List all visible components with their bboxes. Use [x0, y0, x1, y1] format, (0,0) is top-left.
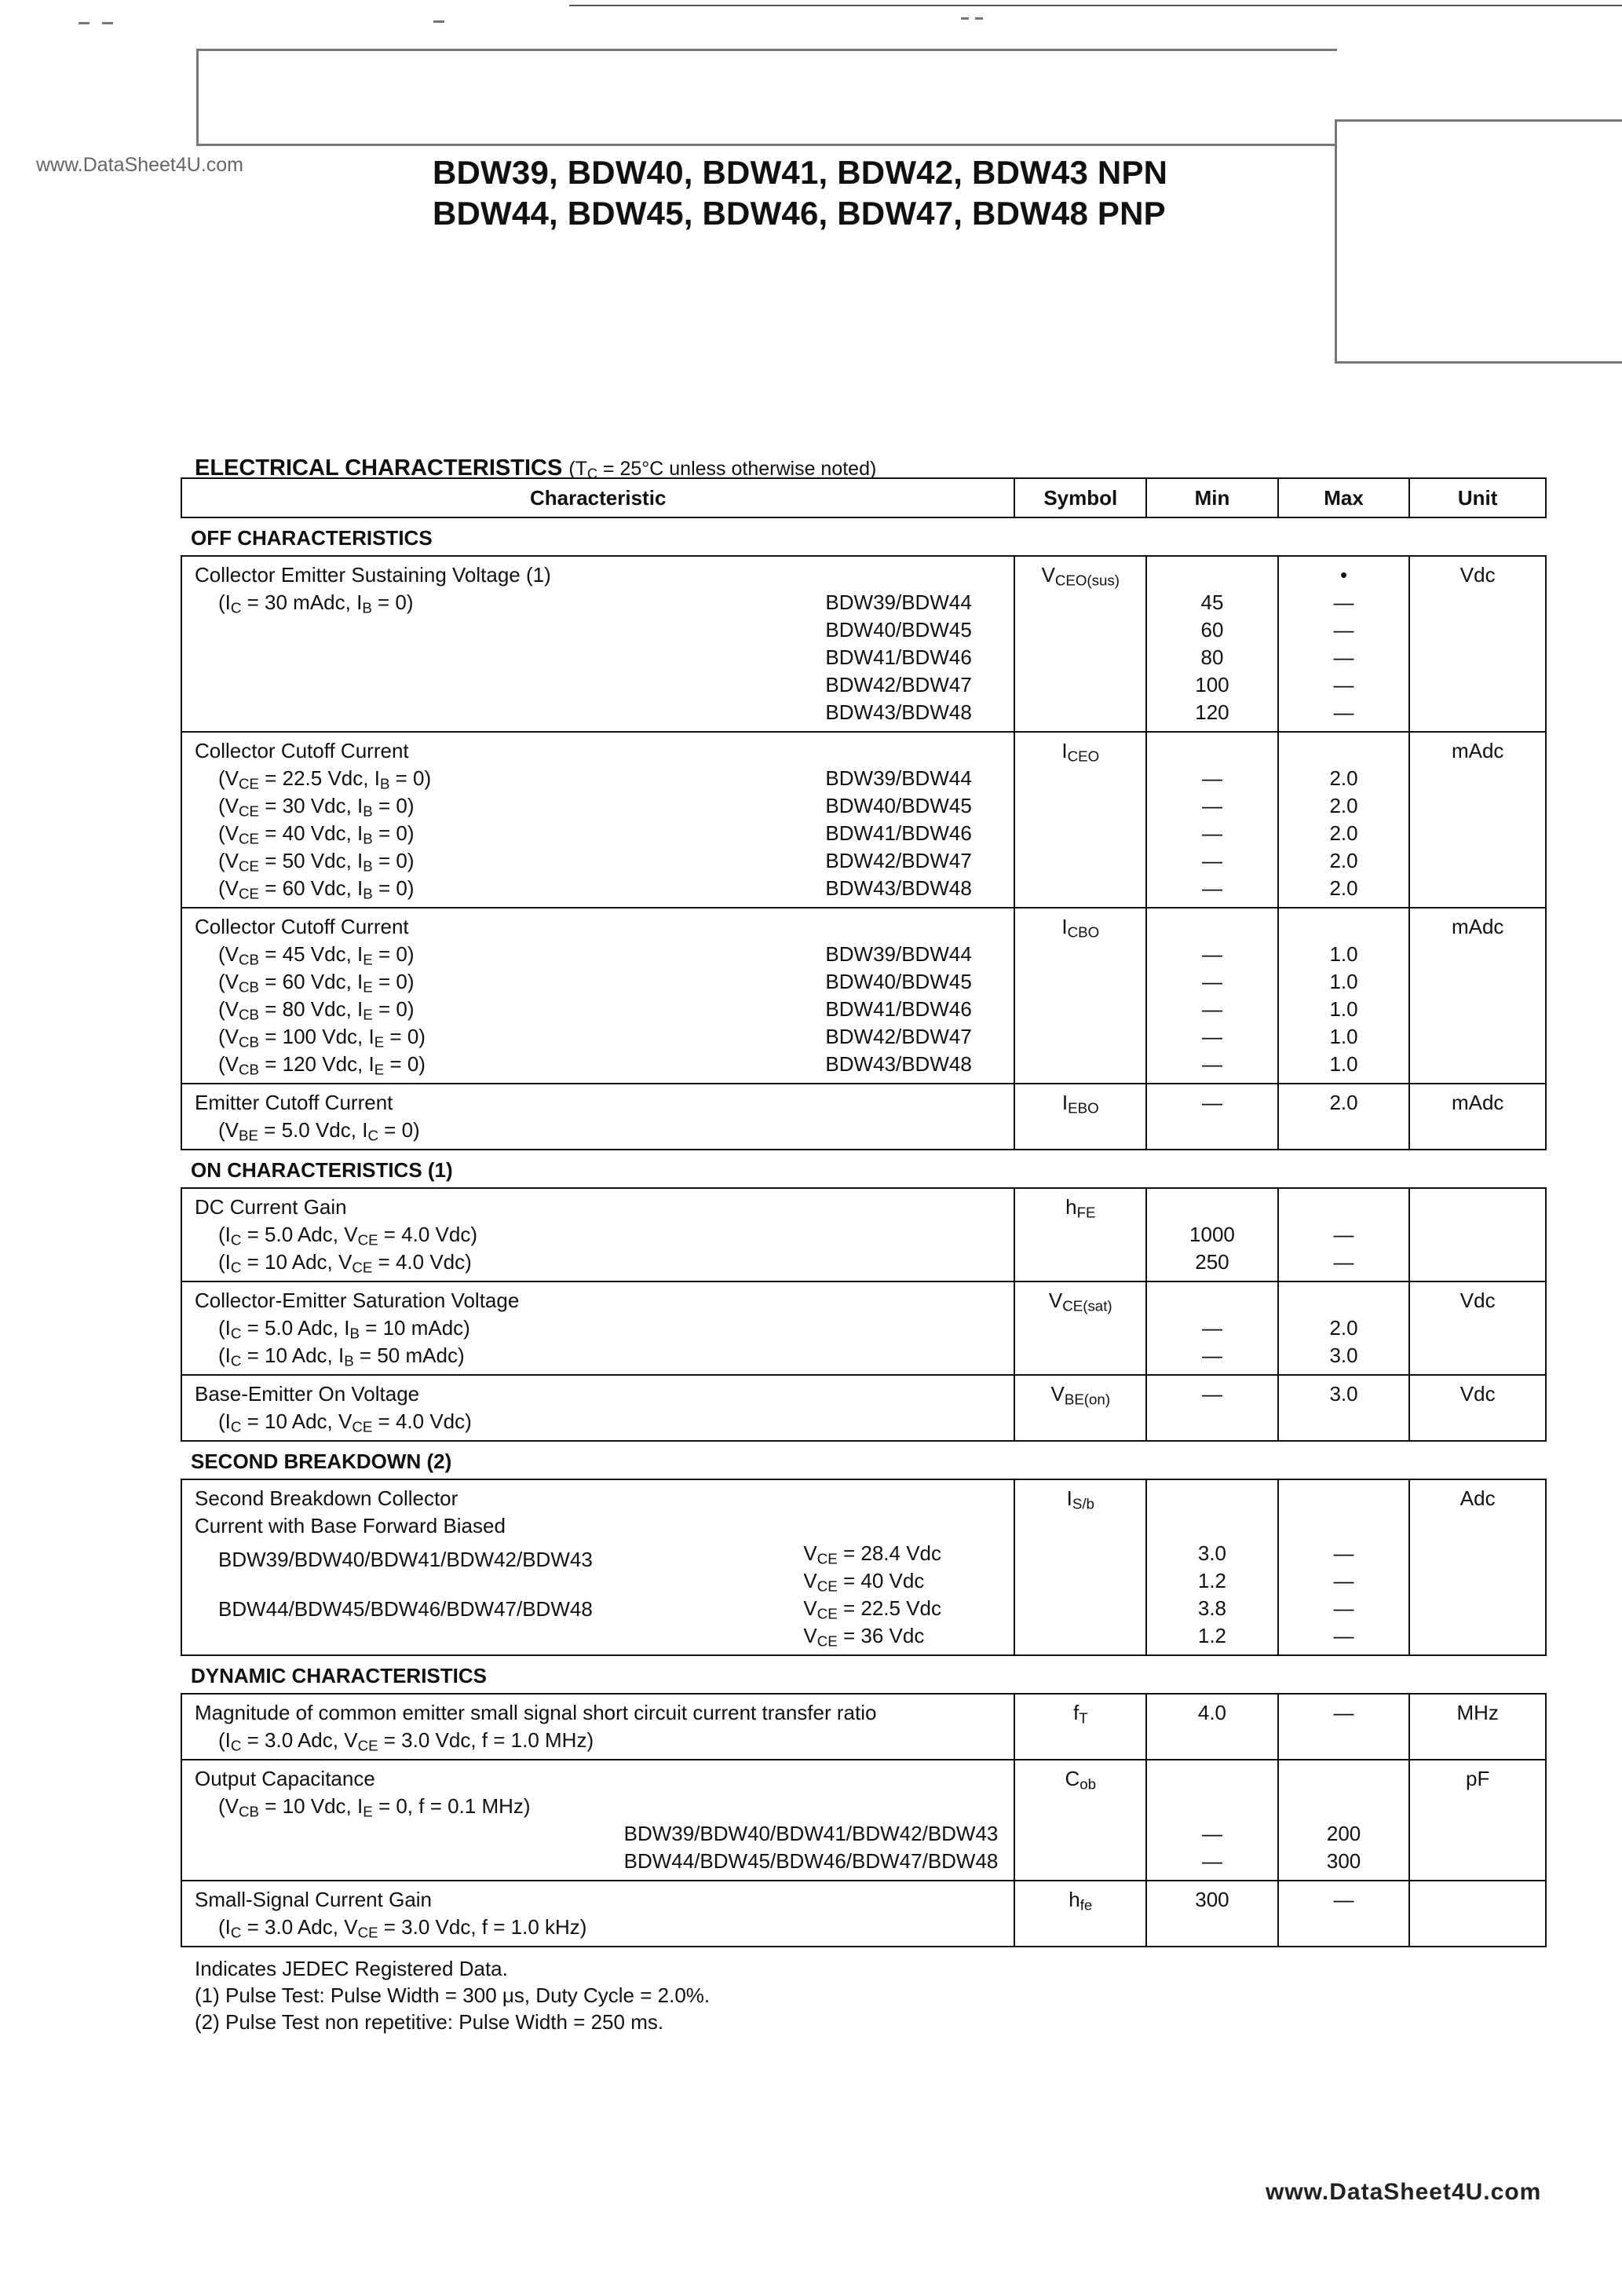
top-rule	[569, 5, 1622, 6]
ft-max: —	[1278, 1694, 1410, 1760]
vcesat-unit: Vdc	[1409, 1281, 1546, 1375]
hfe-small-min: 300	[1146, 1881, 1278, 1947]
ft-unit: MHz	[1409, 1694, 1546, 1760]
table-row	[181, 1375, 1546, 1441]
isb-group-npn: BDW39/BDW40/BDW41/BDW42/BDW43	[218, 1548, 593, 1571]
icbo-unit: mAdc	[1409, 908, 1546, 1084]
iebo-min: —	[1146, 1084, 1278, 1150]
cob-name: Output Capacitance	[195, 1767, 375, 1790]
section-on: ON CHARACTERISTICS (1)	[181, 1150, 1546, 1188]
vcesat-name: Collector-Emitter Saturation Voltage	[195, 1289, 520, 1312]
iceo-min: — — — — —	[1146, 732, 1278, 908]
hfe-max: — —	[1278, 1188, 1410, 1281]
table-row	[181, 1188, 1546, 1281]
footnotes	[195, 1955, 710, 2035]
cob-group-pnp: BDW44/BDW45/BDW46/BDW47/BDW48	[623, 1849, 999, 1873]
hfe-unit	[1409, 1188, 1546, 1281]
device-label: BDW42/BDW47	[825, 673, 972, 696]
top-dash	[961, 17, 969, 20]
section-row	[181, 1441, 1546, 1479]
top-dash	[79, 22, 90, 24]
top-dash	[433, 20, 444, 23]
device-label: BDW42/BDW47	[825, 1025, 972, 1048]
cob-min: — —	[1146, 1760, 1278, 1881]
electrical-characteristics-table	[181, 477, 1547, 1947]
ft-min: 4.0	[1146, 1694, 1278, 1760]
header-frame	[196, 49, 1337, 146]
vbeon-characteristic: Base-Emitter On Voltage ($I_C = 10$ Adc, $V_{CE} = 4.0$ Vdc)	[181, 1375, 1014, 1441]
isb-name-2: Current with Base Forward Biased	[195, 1514, 506, 1537]
title-line-pnp: BDW44, BDW45, BDW46, BDW47, BDW48 PNP	[433, 195, 1166, 232]
vbeon-symbol: $V_{BE(on)}$	[1014, 1375, 1146, 1441]
table-row	[181, 732, 1546, 908]
table-row	[181, 1881, 1546, 1947]
icbo-min: — — — — —	[1146, 908, 1278, 1084]
vcesat-characteristic: Collector-Emitter Saturation Voltage ($I_C = 5.0$ Adc, $I_B = 10$ mAdc) ($I_C = 10$ Adc, $I_B = 50$ mAdc)	[181, 1281, 1014, 1375]
device-label: BDW40/BDW45	[825, 794, 972, 817]
iceo-symbol: $I_{CEO}$	[1014, 732, 1146, 908]
watermark-top[interactable]: www.DataSheet4U.com	[36, 154, 244, 176]
icbo-characteristic: Collector Cutoff Current ($V_{CB} = 45$ Vdc, $I_E = 0$) BDW39/BDW44 ($V_{CB} = 60$ Vdc, $I_E = 0$) BDW40/BDW45 ($V_{CB} = 80$ Vdc, $I_E = 0$) BDW41/BDW46 ($V_{CB} = 100$ Vdc, $I_E = 0$) BDW42/BDW47 ($V_{CB} = 120$ Vdc, $I_E = 0$) BDW43/BDW48	[181, 908, 1014, 1084]
col-header-max: Max	[1278, 478, 1410, 517]
iebo-max: 2.0	[1278, 1084, 1410, 1150]
table-row	[181, 1694, 1546, 1760]
footnote-1: (1) Pulse Test: Pulse Width = 300 μs, Duty Cycle = 2.0%.	[195, 1983, 711, 2007]
watermark-bottom[interactable]: www.DataSheet4U.com	[1266, 2179, 1542, 2205]
section-second-breakdown: SECOND BREAKDOWN (2)	[181, 1441, 1546, 1479]
cob-group-npn: BDW39/BDW40/BDW41/BDW42/BDW43	[623, 1822, 999, 1845]
col-header-min: Min	[1146, 478, 1278, 517]
hfe-symbol: $h_{FE}$	[1014, 1188, 1146, 1281]
table-row	[181, 1281, 1546, 1375]
vceo-characteristic	[181, 556, 1014, 732]
iceo-max: 2.0 2.0 2.0 2.0 2.0	[1278, 732, 1410, 908]
hfe-small-name: Small-Signal Current Gain	[195, 1888, 433, 1911]
cob-characteristic: Output Capacitance ($V_{CB} = 10$ Vdc, $I_E = 0$, f = 0.1 MHz) BDW39/BDW40/BDW41/BDW42/BDW43 BDW44/BDW45/BDW46/BDW47/BDW48	[181, 1760, 1014, 1881]
ft-name: Magnitude of common emitter small signal short circuit current transfer ratio	[195, 1701, 877, 1724]
isb-symbol: $I_{S/b}$	[1014, 1479, 1146, 1655]
table-header-row	[181, 478, 1546, 517]
iebo-characteristic: Emitter Cutoff Current ($V_{BE} = 5.0$ Vdc, $I_C = 0$)	[181, 1084, 1014, 1150]
cob-unit: pF	[1409, 1760, 1546, 1881]
isb-group-pnp: BDW44/BDW45/BDW46/BDW47/BDW48	[218, 1597, 593, 1621]
col-header-characteristic: Characteristic	[181, 478, 1014, 517]
footnote-2: (2) Pulse Test non repetitive: Pulse Width = 250 ms.	[195, 2010, 664, 2034]
icbo-symbol: $I_{CBO}$	[1014, 908, 1146, 1084]
isb-name-1: Second Breakdown Collector	[195, 1486, 458, 1510]
cob-symbol: $C_{ob}$	[1014, 1760, 1146, 1881]
vceo-unit: Vdc	[1409, 556, 1546, 732]
isb-min: 3.0 1.2 3.8 1.2	[1146, 1479, 1278, 1655]
ft-characteristic: Magnitude of common emitter small signal short circuit current transfer ratio ($I_C = 3.0$ Adc, $V_{CE} = 3.0$ Vdc, f = 1.0 MHz)	[181, 1694, 1014, 1760]
page-title	[433, 152, 1167, 234]
device-label: BDW43/BDW48	[825, 700, 972, 724]
device-label: BDW41/BDW46	[825, 645, 972, 669]
icbo-max: 1.0 1.0 1.0 1.0 1.0	[1278, 908, 1410, 1084]
table-row	[181, 1760, 1546, 1881]
icbo-name: Collector Cutoff Current	[195, 915, 409, 938]
device-label: BDW39/BDW44	[825, 766, 972, 790]
vcesat-min: — —	[1146, 1281, 1278, 1375]
vceo-max: • — — — — —	[1278, 556, 1410, 732]
vcesat-max: 2.0 3.0	[1278, 1281, 1410, 1375]
hfe-min: 1000 250	[1146, 1188, 1278, 1281]
iceo-characteristic: Collector Cutoff Current ($V_{CE} = 22.5$ Vdc, $I_B = 0$) BDW39/BDW44 ($V_{CE} = 30$ Vdc, $I_B = 0$) BDW40/BDW45 ($V_{CE} = 40$ Vdc, $I_B = 0$) BDW41/BDW46 ($V_{CE} = 50$ Vdc, $I_B = 0$) BDW42/BDW47 ($V_{CE} = 60$ Vdc, $I_B = 0$) BDW43/BDW48	[181, 732, 1014, 908]
device-label: BDW41/BDW46	[825, 821, 972, 845]
iebo-unit: mAdc	[1409, 1084, 1546, 1150]
isb-unit: Adc	[1409, 1479, 1546, 1655]
table-row	[181, 1479, 1546, 1655]
isb-max: — — — —	[1278, 1479, 1410, 1655]
hfe-small-symbol: $h_{fe}$	[1014, 1881, 1146, 1947]
device-label: BDW39/BDW44	[825, 590, 972, 614]
iebo-name: Emitter Cutoff Current	[195, 1091, 393, 1114]
cob-max: 200 300	[1278, 1760, 1410, 1881]
vceo-name: Collector Emitter Sustaining Voltage (1)	[195, 563, 551, 587]
hfe-name: DC Current Gain	[195, 1195, 347, 1219]
device-label: BDW40/BDW45	[825, 618, 972, 642]
table-row	[181, 1084, 1546, 1150]
footnote-jedec: Indicates JEDEC Registered Data.	[195, 1957, 508, 1980]
vbeon-max: 3.0	[1278, 1375, 1410, 1441]
table-heading-main: ELECTRICAL CHARACTERISTICS	[195, 455, 563, 481]
vceo-symbol: $V_{CEO(sus)}$	[1014, 556, 1146, 732]
section-off: OFF CHARACTERISTICS	[181, 517, 1546, 556]
hfe-small-unit	[1409, 1881, 1546, 1947]
vcesat-symbol: $V_{CE(sat)}$	[1014, 1281, 1146, 1375]
iceo-unit: mAdc	[1409, 732, 1546, 908]
ft-symbol: $f_T$	[1014, 1694, 1146, 1760]
device-label: BDW41/BDW46	[825, 997, 972, 1021]
vbeon-name: Base-Emitter On Voltage	[195, 1382, 420, 1406]
device-label: BDW42/BDW47	[825, 849, 972, 872]
header-right-box	[1335, 119, 1622, 364]
col-header-symbol: Symbol	[1014, 478, 1146, 517]
iebo-symbol: $I_{EBO}$	[1014, 1084, 1146, 1150]
section-row	[181, 1655, 1546, 1694]
table-row	[181, 908, 1546, 1084]
table-heading-conditions: ($T_C = 25^\circ C$ unless otherwise noted)	[568, 458, 877, 482]
col-header-unit: Unit	[1409, 478, 1546, 517]
section-row	[181, 1150, 1546, 1188]
device-label: BDW40/BDW45	[825, 970, 972, 993]
vbeon-min: —	[1146, 1375, 1278, 1441]
vceo-cond-line: ($I_C = 30$ mAdc, $I_B = 0$) BDW39/BDW44	[195, 589, 1006, 616]
vbeon-unit: Vdc	[1409, 1375, 1546, 1441]
vceo-min: 45 60 80 100 120	[1146, 556, 1278, 732]
section-row	[181, 517, 1546, 556]
top-dash	[975, 17, 983, 20]
title-line-npn: BDW39, BDW40, BDW41, BDW42, BDW43 NPN	[433, 154, 1168, 191]
hfe-small-characteristic: Small-Signal Current Gain ($I_C = 3.0$ Adc, $V_{CE} = 3.0$ Vdc, f = 1.0 kHz)	[181, 1881, 1014, 1947]
table-row	[181, 556, 1546, 732]
isb-characteristic: Second Breakdown Collector Current with Base Forward Biased BDW39/BDW40/BDW41/BDW42/BDW43 BDW44/BDW45/BDW46/BDW47/BDW48 $V_{CE} = 28.4$ Vdc $V_{CE} = 40$ Vdc $V_{CE} = 22.5$ Vdc $V_{CE} = 36$ Vdc	[181, 1479, 1014, 1655]
device-label: BDW43/BDW48	[825, 1052, 972, 1076]
hfe-small-max: —	[1278, 1881, 1410, 1947]
hfe-characteristic: DC Current Gain ($I_C = 5.0$ Adc, $V_{CE} = 4.0$ Vdc) ($I_C = 10$ Adc, $V_{CE} = 4.0$ Vdc)	[181, 1188, 1014, 1281]
device-label: BDW39/BDW44	[825, 942, 972, 966]
top-dash	[102, 22, 113, 24]
section-dynamic: DYNAMIC CHARACTERISTICS	[181, 1655, 1546, 1694]
iceo-name: Collector Cutoff Current	[195, 739, 409, 762]
device-label: BDW43/BDW48	[825, 876, 972, 900]
